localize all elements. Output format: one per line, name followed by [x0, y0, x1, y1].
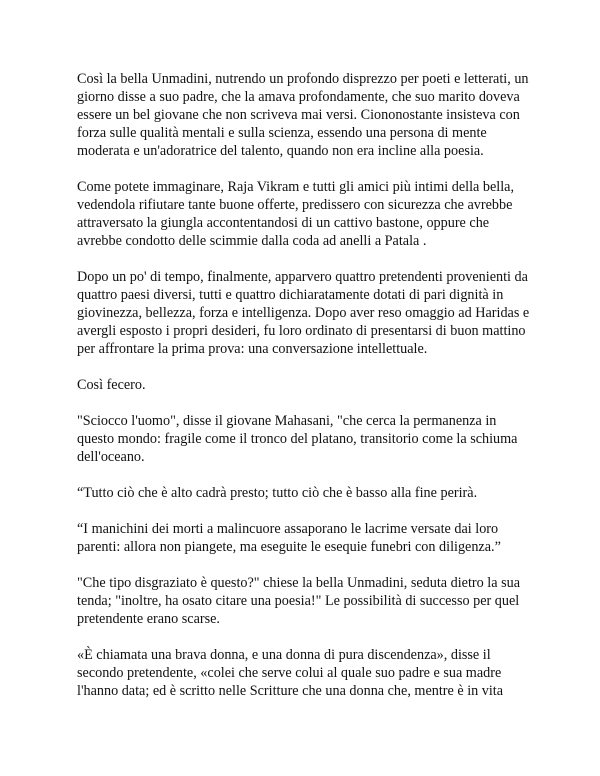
- paragraph: Così la bella Unmadini, nutrendo un profondo disprezzo per poeti e letterati, un giorno disse a suo padre, che la amava profondamente, che suo marito doveva essere un bel giovane che non scriveva mai versi. Ciononostante insisteva con forza sulle qualità mentali e sulla scienza, essendo una persona di mente moderata e un'adoratrice del talento, quando non era incline alla poesia.: [77, 71, 529, 159]
- paragraph: Così fecero.: [77, 377, 146, 393]
- paragraph: «È chiamata una brava donna, e una donna di pura discendenza», disse il secondo pretendente, «colei che serve colui al quale suo padre e sua madre l'hanno data; ed è scritto nelle Scritture che una donna che, mentre è in vita: [77, 647, 504, 699]
- paragraph: “I manichini dei morti a malincuore assaporano le lacrime versate dai loro parenti: allora non piangete, ma eseguite le esequie funebri con diligenza.”: [77, 521, 501, 555]
- paragraph: “Tutto ciò che è alto cadrà presto; tutto ciò che è basso alla fine perirà.: [77, 485, 478, 501]
- paragraph: Come potete immaginare, Raja Vikram e tutti gli amici più intimi della bella, vedendola rifiutare tante buone offerte, predissero con sicurezza che avrebbe attraversato la giungla accontentandosi di un cattivo bastone, oppure che avrebbe condotto delle scimmie dalla coda ad anelli a Patala .: [77, 179, 515, 249]
- paragraph: "Sciocco l'uomo", disse il giovane Mahasani, "che cerca la permanenza in questo mondo: fragile come il tronco del platano, transitorio come la schiuma dell'oceano.: [77, 413, 518, 465]
- paragraph: Dopo un po' di tempo, finalmente, apparvero quattro pretendenti provenienti da quattro paesi diversi, tutti e quattro dichiaratamente dotati di pari dignità in giovinezza, bellezza, forza e intelligenza. Dopo aver reso omaggio ad Haridas e avergli esposto i propri desideri, fu loro ordinato di presentarsi di buon mattino per affrontare la prima prova: una conversazione intellettuale.: [77, 269, 530, 357]
- body-text: [77, 70, 532, 718]
- paragraph: "Che tipo disgraziato è questo?" chiese la bella Unmadini, seduta dietro la sua tenda; "inoltre, ha osato citare una poesia!" Le possibilità di successo per quel pretendente erano scarse.: [77, 575, 520, 627]
